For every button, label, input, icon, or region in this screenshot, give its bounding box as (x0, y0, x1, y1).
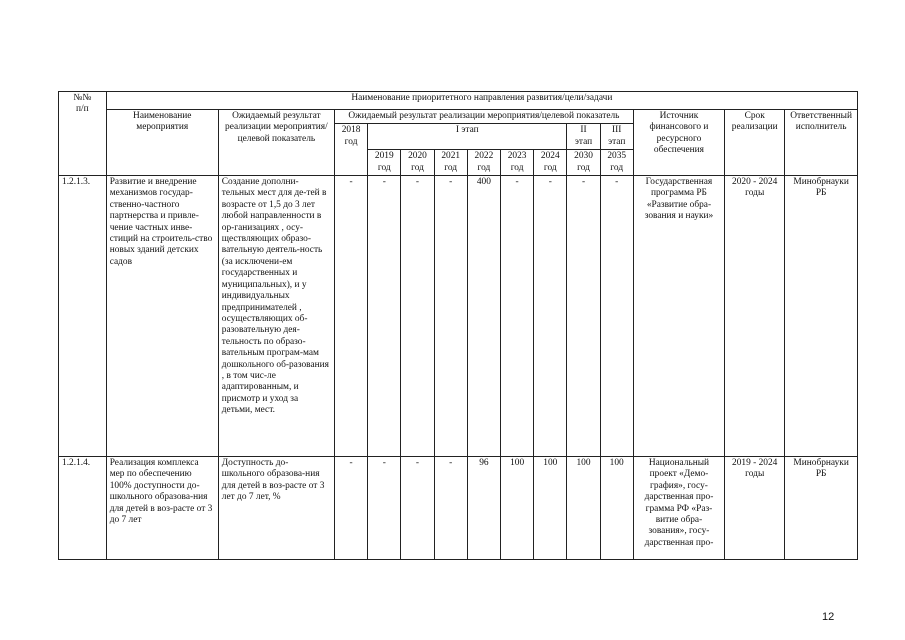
header-year-2030: 2030 год (567, 150, 600, 176)
event-name: Развитие и внедрение механизмов государ-ственно-частного партнерства и привле-чение частных инве-стиций на строитель-ство новых зданий детских садов (106, 176, 218, 457)
expected-result: Создание дополни-тельных мест для де-тей в возрасте от 1,5 до 3 лет любой направленности в ор-ганизациях , осу-ществляющих образо-вательную деятель-ность (за исключени-ем государственных и муниципальных), и у индивидуальных предпринимателей , осуществляющих об-разовательную дея-тельность по образо-вательным програм-мам дошкольного об-разования , в том чис-ле адаптированным, и присмотр и уход за детьми, мест. (218, 176, 334, 457)
value-2020: - (401, 176, 434, 457)
funding-source: Государственная программа РБ «Развитие обра-зования и науки» (633, 176, 724, 457)
plan-table (58, 91, 858, 560)
header-source: Источник финансового и ресурсного обеспечения (633, 110, 724, 176)
table-row (59, 457, 858, 560)
value-2024: 100 (534, 457, 567, 560)
header-expected-result: Ожидаемый результат реализации мероприятия/целевой показатель (218, 110, 334, 176)
value-2018: - (334, 176, 367, 457)
value-2021: - (434, 176, 467, 457)
value-2021: - (434, 457, 467, 560)
value-2035: - (600, 176, 633, 457)
header-year-2024: 2024 год (534, 150, 567, 176)
header-term: Срок реализации (725, 110, 785, 176)
value-2024: - (534, 176, 567, 457)
value-2022: 96 (467, 457, 500, 560)
header-event-name: Наименование мероприятия (106, 110, 218, 176)
value-2030: 100 (567, 457, 600, 560)
event-name: Реализация комплекса мер по обеспечению 100% доступности до-школьного образова-ния для детей в воз-расте от 3 до 7 лет (106, 457, 218, 560)
header-year-2021: 2021 год (434, 150, 467, 176)
value-2023: 100 (501, 457, 534, 560)
table-row (59, 176, 858, 457)
header-direction: Наименование приоритетного направления развития/цели/задачи (106, 92, 857, 110)
header-stage-2: II этап (567, 124, 600, 150)
header-expected-result-group: Ожидаемый результат реализации мероприятия/целевой показатель (334, 110, 633, 124)
header-year-2035: 2035 год (600, 150, 633, 176)
header-year-2018: 2018 год (334, 124, 367, 176)
value-2030: - (567, 176, 600, 457)
value-2019: - (368, 176, 401, 457)
header-year-2022: 2022 год (467, 150, 500, 176)
expected-result: Доступность до-школьного образова-ния для детей в воз-расте от 3 лет до 7 лет, % (218, 457, 334, 560)
responsible-executor: Минобрнауки РБ (785, 457, 858, 560)
value-2020: - (401, 457, 434, 560)
row-number: 1.2.1.3. (59, 176, 107, 457)
value-2018: - (334, 457, 367, 560)
header-responsible: Ответственный исполнитель (785, 110, 858, 176)
value-2022: 400 (467, 176, 500, 457)
header-stage-3: III этап (600, 124, 633, 150)
value-2019: - (368, 457, 401, 560)
header-stage-1: I этап (368, 124, 567, 150)
header-num: №№ п/п (59, 92, 107, 176)
implementation-term: 2020 - 2024 годы (725, 176, 785, 457)
implementation-term: 2019 - 2024 годы (725, 457, 785, 560)
header-year-2019: 2019 год (368, 150, 401, 176)
row-number: 1.2.1.4. (59, 457, 107, 560)
value-2035: 100 (600, 457, 633, 560)
funding-source: Национальный проект «Демо-графия», госу-дарственная про-грамма РФ «Раз-витие обра-зования», госу-дарственная про- (633, 457, 724, 560)
header-year-2023: 2023 год (501, 150, 534, 176)
page-number: 12 (822, 611, 835, 623)
value-2023: - (501, 176, 534, 457)
responsible-executor: Минобрнауки РБ (785, 176, 858, 457)
header-year-2020: 2020 год (401, 150, 434, 176)
